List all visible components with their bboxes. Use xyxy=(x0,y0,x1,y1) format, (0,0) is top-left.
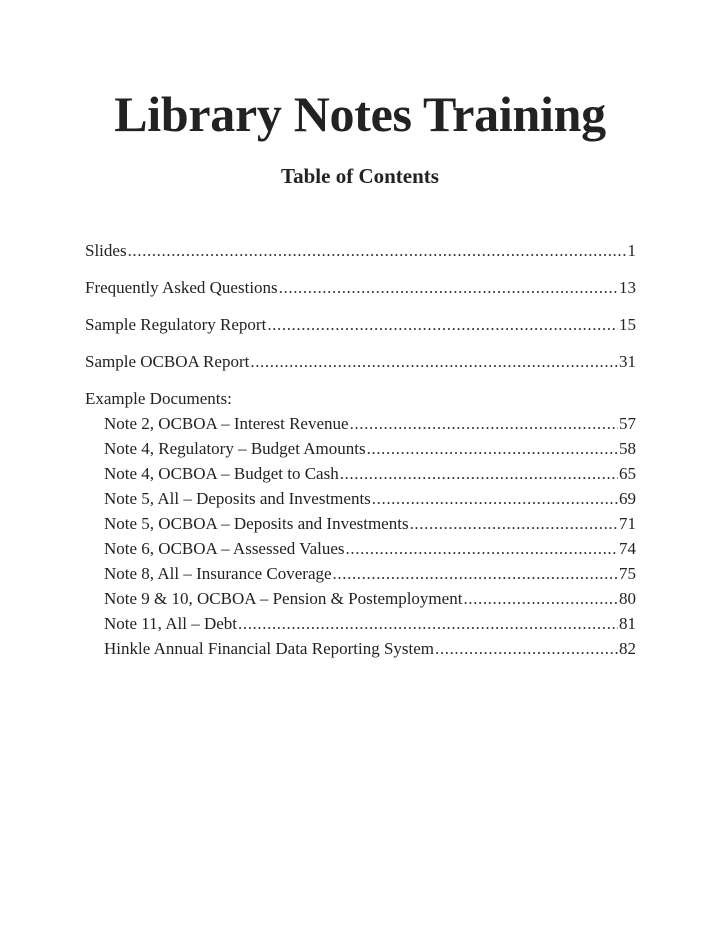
toc-sub-entry xyxy=(85,611,636,636)
toc-sub-entry xyxy=(85,536,636,561)
toc-dot-leader xyxy=(333,561,618,586)
toc-sub-entry xyxy=(85,511,636,536)
toc-entry-page: 58 xyxy=(619,439,636,458)
toc-sub-entry xyxy=(85,461,636,486)
toc-dot-leader xyxy=(463,586,618,611)
toc-entry-page: 13 xyxy=(619,278,636,297)
toc-entry-page: 69 xyxy=(619,489,636,508)
toc-entry-title: Frequently Asked Questions xyxy=(85,278,278,297)
toc-dot-leader xyxy=(367,436,618,461)
toc-dot-leader xyxy=(279,275,618,300)
toc-entry-title: Slides xyxy=(85,241,127,260)
toc-dot-leader xyxy=(340,461,618,486)
toc-sub-entry xyxy=(85,586,636,611)
toc-dot-leader xyxy=(238,611,618,636)
toc-entry-page: 74 xyxy=(619,539,636,558)
toc-entry-regulatory-report xyxy=(85,312,636,337)
toc-entry-title: Note 5, All – Deposits and Investments xyxy=(104,489,371,508)
toc-entry-page: 75 xyxy=(619,564,636,583)
toc-entry-title: Note 2, OCBOA – Interest Revenue xyxy=(104,414,349,433)
toc-entry-title: Note 11, All – Debt xyxy=(104,614,237,633)
toc-sub-entry xyxy=(85,636,636,661)
toc-dot-leader xyxy=(128,238,627,263)
toc-dot-leader xyxy=(267,312,618,337)
toc-entry-title: Note 4, Regulatory – Budget Amounts xyxy=(104,439,366,458)
toc-entry-slides xyxy=(85,238,636,263)
toc-dot-leader xyxy=(250,349,618,374)
toc-entry-page: 57 xyxy=(619,414,636,433)
toc-entry-page: 80 xyxy=(619,589,636,608)
document-title: Library Notes Training xyxy=(114,86,606,142)
toc-sub-entry xyxy=(85,436,636,461)
toc-entry-page: 71 xyxy=(619,514,636,533)
toc-entry-title: Note 6, OCBOA – Assessed Values xyxy=(104,539,345,558)
toc-sub-entry xyxy=(85,561,636,586)
document-subtitle: Table of Contents xyxy=(281,164,439,188)
toc-entry-page: 81 xyxy=(619,614,636,633)
toc-section-heading: Example Documents: xyxy=(85,389,232,408)
toc-entry-title: Note 9 & 10, OCBOA – Pension & Postemployment xyxy=(104,589,463,608)
toc-entry-page: 65 xyxy=(619,464,636,483)
toc-dot-leader xyxy=(350,411,618,436)
toc-entry-title: Note 5, OCBOA – Deposits and Investments xyxy=(104,514,409,533)
toc-dot-leader xyxy=(410,511,618,536)
toc-entry-page: 1 xyxy=(627,241,636,260)
toc-sub-entry xyxy=(85,411,636,436)
toc-entry-title: Hinkle Annual Financial Data Reporting System xyxy=(104,639,435,658)
toc-entry-page: 82 xyxy=(619,639,636,658)
toc-entry-ocboa-report xyxy=(85,349,636,374)
toc-dot-leader xyxy=(372,486,618,511)
toc-entry-faq xyxy=(85,275,636,300)
toc-sub-entry xyxy=(85,486,636,511)
toc-entry-page: 31 xyxy=(619,352,636,371)
toc-entry-title: Sample Regulatory Report xyxy=(85,315,267,334)
toc-entry-title: Note 8, All – Insurance Coverage xyxy=(104,564,332,583)
toc-dot-leader xyxy=(435,636,618,661)
toc-entry-page: 15 xyxy=(619,315,636,334)
toc-entry-title: Sample OCBOA Report xyxy=(85,352,250,371)
toc-entry-title: Note 4, OCBOA – Budget to Cash xyxy=(104,464,339,483)
table-of-contents xyxy=(85,238,636,661)
toc-dot-leader xyxy=(346,536,618,561)
